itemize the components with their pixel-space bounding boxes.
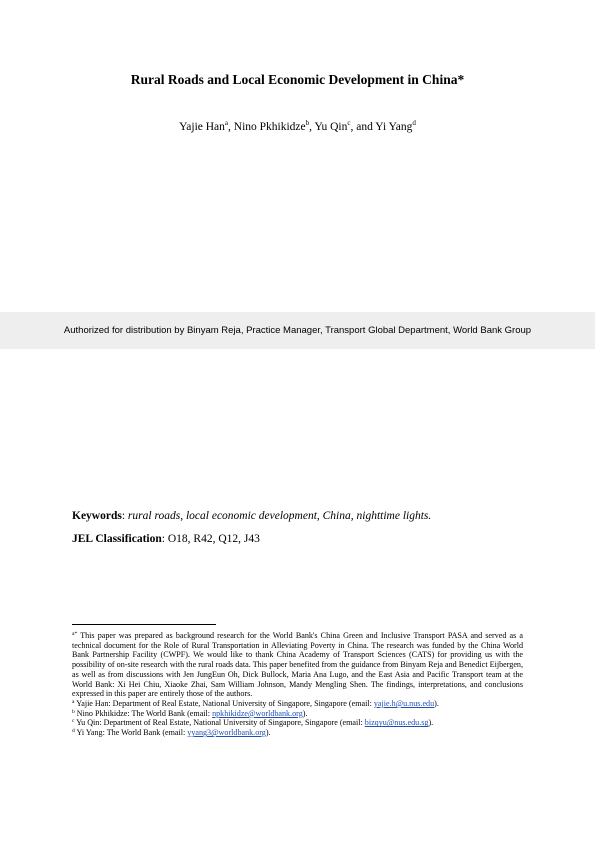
author-separator: , and (350, 121, 376, 133)
footnote-item (72, 709, 523, 719)
footnote-mark: c (72, 718, 75, 725)
keywords-line: Keywords: rural roads, local economic development, China, nighttime lights. (72, 510, 432, 522)
email-link[interactable]: bizqyu@nus.edu.sg (364, 718, 429, 728)
footnote-end: ). (302, 708, 308, 718)
email-link[interactable]: npkhikidze@worldbank.org (212, 708, 303, 718)
author-line (0, 121, 595, 133)
footnote-item (72, 699, 523, 709)
footnotes (72, 631, 523, 738)
author-separator: , (309, 121, 315, 133)
footnote-mark: b (72, 708, 75, 715)
author-affiliation-mark: b (305, 119, 310, 127)
footnote-end: ). (434, 698, 439, 708)
footnote-text: Yu Qin: Department of Real Estate, National University of Singapore, Singapore (email: (76, 718, 365, 728)
keywords-label: Keywords (72, 510, 122, 522)
author-affiliation-mark: c (347, 119, 351, 127)
jel-line: JEL Classification: O18, R42, Q12, J43 (72, 533, 260, 545)
author-name: Yu Qin (314, 121, 348, 133)
footnote-item (72, 728, 523, 738)
author-name: Yi Yang (375, 121, 413, 133)
footnote-text: Yi Yang: The World Bank (email: (76, 728, 188, 738)
footnote-acknowledgment (72, 631, 523, 699)
footnote-end: ). (428, 718, 434, 728)
footnote-text: Nino Pkhikidze: The World Bank (email: (76, 708, 213, 718)
jel-label: JEL Classification (72, 533, 162, 545)
footnote-acknowledgment-text: This paper was prepared as background research for the World Bank's China Green and Inclusive Transport PASA and served as a technical document for the Role of Rural Transportation in Alleviating Poverty in China. The research was funded by the China World Bank Partnership Facility (CWPF). We would like to thank China Academy of Transport Sciences (CATS) for providing us with the possibility of on-site research with the rural roads data. This paper benefited from the guidance from Binyam Reja and Benedict Eijbergen, as well as from discussions with Jen JungEun Oh, Dick Bullock, Maria Ana Lugo, and the East Asia and Pacific Transport team at the World Bank: Xi Hei Chiu, Xiaoke Zhai, Sam William Johnson, Mandy Mengling Shen. The findings, interpretations, and conclusions expressed in this paper are entirely those of the authors. (72, 631, 523, 699)
paper-title: Rural Roads and Local Economic Development in China* (130, 72, 465, 87)
footnote-mark: a (72, 698, 75, 705)
email-link[interactable]: yyang3@worldbank.org (187, 728, 266, 738)
footnote-text: Yajie Han: Department of Real Estate, National University of Singapore, Singapore (email: (76, 698, 374, 708)
footnote-mark: d (72, 728, 75, 735)
distribution-banner (0, 312, 595, 349)
footnote-item (72, 718, 523, 728)
distribution-text: Authorized for distribution by Binyam Reja, Practice Manager, Transport Global Department, World Bank Group (63, 325, 532, 336)
footnote-end: ). (265, 728, 271, 738)
footnote-separator (72, 624, 216, 625)
author-name: Nino Pkhikidze (233, 121, 306, 133)
author-separator: , (228, 121, 234, 133)
author-name: Yajie Han (179, 121, 225, 133)
email-link[interactable]: yajie.h@u.nus.edu (373, 698, 435, 708)
jel-value: O18, R42, Q12, J43 (167, 533, 260, 545)
author-affiliation-mark: d (412, 119, 416, 127)
keywords-value: rural roads, local economic development, China, nighttime lights. (127, 510, 432, 522)
author-affiliation-mark: a (224, 119, 229, 127)
footnote-mark: a* (72, 631, 78, 637)
